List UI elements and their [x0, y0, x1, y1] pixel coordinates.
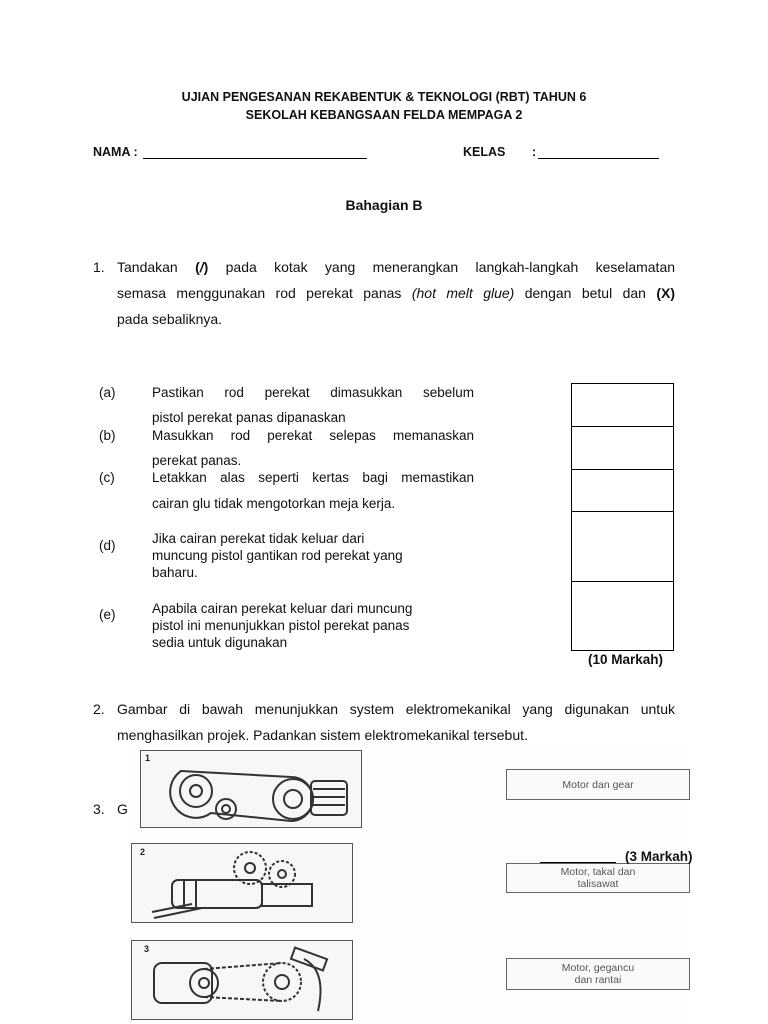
- sprocket-chain-illustration: [132, 941, 352, 1019]
- q1-item-c-line1: Letakkan alas seperti kertas bagi memastikan: [152, 470, 474, 485]
- match-label-1-line1: Motor dan gear: [562, 778, 634, 791]
- q1-item-a-line1: Pastikan rod perekat dimasukkan sebelum: [152, 385, 474, 400]
- q3-partial-text: G: [117, 801, 128, 817]
- q1-line3: pada sebaliknya.: [117, 311, 223, 327]
- name-label: NAMA :: [93, 145, 138, 159]
- q1-marks: (10 Markah): [588, 652, 664, 667]
- gear-motor-illustration: [132, 844, 352, 922]
- q1-item-c-line2: cairan glu tidak mengotorkan meja kerja.: [152, 496, 396, 511]
- header-title-line2: SEKOLAH KEBANGSAAN FELDA MEMPAGA 2: [245, 108, 523, 122]
- q3-marks: (3 Markah): [625, 849, 693, 864]
- q1-item-e-line1: Apabila cairan perekat keluar dari muncung: [152, 601, 413, 616]
- q1-item-d-letter: (d): [99, 538, 116, 553]
- figure-panel-2: [131, 843, 353, 923]
- q1-item-d-line2: muncung pistol gantikan rod perekat yang: [152, 548, 403, 563]
- q2-line2: menghasilkan projek. Padankan sistem elektromekanikal tersebut.: [117, 727, 528, 743]
- q1-item-b-line1: Masukkan rod perekat selepas memanaskan: [152, 428, 474, 443]
- q2-number: 2.: [93, 701, 105, 717]
- figure-panel-3-number: 3: [144, 944, 150, 954]
- q1-item-a-letter: (a): [99, 385, 116, 400]
- name-field-line[interactable]: [143, 144, 367, 159]
- answer-box-c[interactable]: [571, 469, 674, 512]
- section-title: Bahagian B: [345, 197, 423, 213]
- figure-panel-2-number: 2: [140, 847, 146, 857]
- answer-box-a[interactable]: [571, 383, 674, 427]
- match-label-1[interactable]: [506, 769, 690, 800]
- q1-line1: [117, 254, 675, 280]
- q1-item-d-line1: Jika cairan perekat tidak keluar dari: [152, 531, 365, 546]
- match-label-3[interactable]: [506, 958, 690, 990]
- q1-number: 1.: [93, 259, 105, 275]
- q1-item-d-line3: baharu.: [152, 565, 198, 580]
- q1-item-b-line2: perekat panas.: [152, 453, 242, 468]
- q1-text-a: Tandakan: [117, 259, 178, 275]
- q2-line1: Gambar di bawah menunjukkan system elektromekanikal yang digunakan untuk: [117, 701, 675, 717]
- q1-line2-a: semasa menggunakan rod perekat panas: [117, 285, 402, 301]
- figure-panel-1-number: 1: [145, 753, 151, 763]
- q1-item-e-line3: sedia untuk digunakan: [152, 635, 288, 650]
- figure-panel-1: [140, 750, 362, 828]
- match-label-2-line1: Motor, takal dan: [560, 866, 636, 878]
- q1-line2-italic: (hot melt glue): [411, 285, 515, 301]
- match-label-2-line2: talisawat: [577, 878, 619, 890]
- q1-item-e-letter: (e): [99, 607, 116, 622]
- figure-panel-3: [131, 940, 353, 1020]
- header-title-line1: UJIAN PENGESANAN REKABENTUK & TEKNOLOGI (RBT) TAHUN 6: [181, 90, 587, 104]
- q1-item-c-letter: (c): [99, 470, 115, 485]
- match-label-2[interactable]: [506, 863, 690, 893]
- class-colon: :: [532, 145, 537, 159]
- q3-answer-line[interactable]: [540, 849, 616, 863]
- match-label-3-line1: Motor, gegancu: [561, 962, 635, 974]
- q1-line2: [117, 280, 675, 306]
- q1-item-b-letter: (b): [99, 428, 116, 443]
- q3-number: 3.: [93, 801, 105, 817]
- q1-item-a-line2: pistol perekat panas dipanaskan: [152, 410, 346, 425]
- pulley-belt-illustration: [141, 751, 361, 827]
- answer-box-b[interactable]: [571, 426, 674, 470]
- class-field-line[interactable]: [538, 144, 659, 159]
- q1-item-e-line2: pistol ini menunjukkan pistol perekat panas: [152, 618, 410, 633]
- q1-tick-mark: (/): [195, 259, 209, 275]
- answer-box-e[interactable]: [571, 581, 674, 651]
- q1-line2-b: dengan betul dan: [524, 285, 646, 301]
- q1-text-b: pada kotak yang menerangkan langkah-langkah keselamatan: [225, 259, 676, 275]
- class-label: KELAS: [463, 145, 506, 159]
- q1-cross-mark: (X): [656, 285, 676, 301]
- answer-box-d[interactable]: [571, 511, 674, 582]
- match-label-3-line2: dan rantai: [574, 974, 622, 986]
